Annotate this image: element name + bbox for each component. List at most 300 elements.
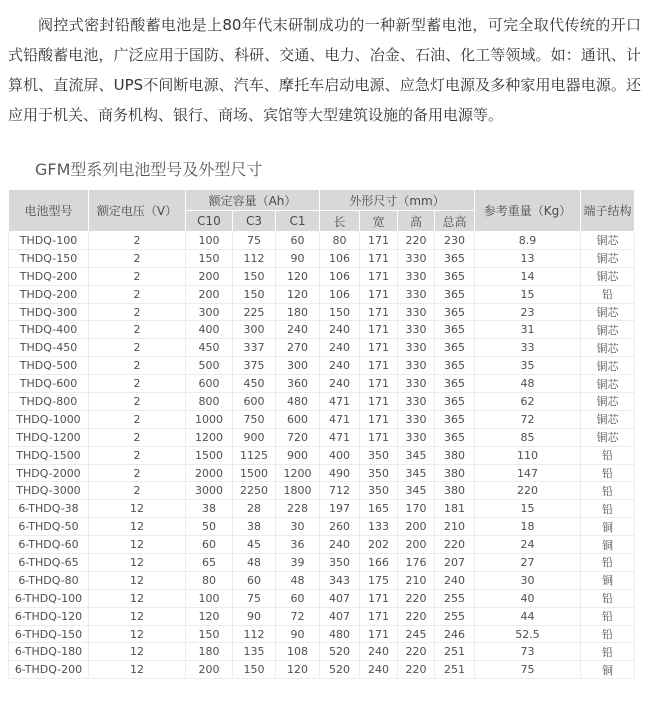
cell-model: 6-THDQ-200: [9, 661, 89, 679]
cell-voltage: 2: [89, 428, 186, 446]
cell-c10: 100: [186, 232, 233, 250]
cell-voltage: 12: [89, 518, 186, 536]
cell-weight: 13: [475, 249, 581, 267]
cell-model: THDQ-1500: [9, 446, 89, 464]
cell-width: 171: [360, 607, 398, 625]
cell-voltage: 12: [89, 625, 186, 643]
section-title: GFM型系列电池型号及外型尺寸: [35, 160, 263, 179]
col-header-width: 宽: [360, 211, 398, 232]
col-header-c1: C1: [276, 211, 320, 232]
cell-height: 200: [398, 518, 435, 536]
battery-spec-table: [8, 189, 635, 679]
cell-height: 220: [398, 589, 435, 607]
cell-width: 171: [360, 357, 398, 375]
cell-model: THDQ-150: [9, 249, 89, 267]
cell-total-height: 230: [435, 232, 475, 250]
cell-height: 220: [398, 643, 435, 661]
cell-terminal: 铅: [581, 554, 635, 572]
cell-total-height: 365: [435, 249, 475, 267]
cell-c1: 72: [276, 607, 320, 625]
cell-c1: 180: [276, 303, 320, 321]
col-header-c10: C10: [186, 211, 233, 232]
cell-width: 171: [360, 249, 398, 267]
cell-c1: 120: [276, 661, 320, 679]
cell-length: 240: [320, 357, 360, 375]
cell-c10: 150: [186, 625, 233, 643]
cell-terminal: 铅: [581, 482, 635, 500]
cell-voltage: 2: [89, 464, 186, 482]
cell-weight: 24: [475, 536, 581, 554]
cell-c10: 1500: [186, 446, 233, 464]
cell-c10: 65: [186, 554, 233, 572]
cell-voltage: 2: [89, 375, 186, 393]
cell-total-height: 380: [435, 482, 475, 500]
table-row: [9, 339, 635, 357]
cell-weight: 147: [475, 464, 581, 482]
cell-width: 175: [360, 571, 398, 589]
cell-width: 166: [360, 554, 398, 572]
intro-paragraph: 阀控式密封铅酸蓄电池是上80年代末研制成功的一种新型蓄电池，可完全取代传统的开口式铅酸蓄电池，广泛应用于国防、科研、交通、电力、冶金、石油、化工等领域。如：通讯、计算机、直流屏、UPS不间断电源、汽车、摩托车启动电源、应急灯电源及多种家用电器电源。还应用于机关、商务机构、银行、商场、宾馆等大型建筑设施的备用电源等。: [8, 16, 641, 124]
cell-width: 350: [360, 464, 398, 482]
cell-voltage: 12: [89, 500, 186, 518]
cell-length: 350: [320, 554, 360, 572]
cell-voltage: 2: [89, 321, 186, 339]
cell-model: 6-THDQ-120: [9, 607, 89, 625]
cell-c10: 180: [186, 643, 233, 661]
cell-c10: 600: [186, 375, 233, 393]
cell-terminal: 铅: [581, 589, 635, 607]
cell-c10: 38: [186, 500, 233, 518]
cell-model: THDQ-400: [9, 321, 89, 339]
table-row: [9, 625, 635, 643]
cell-length: 197: [320, 500, 360, 518]
cell-length: 480: [320, 625, 360, 643]
cell-terminal: 铜芯: [581, 321, 635, 339]
cell-terminal: 铅: [581, 625, 635, 643]
cell-terminal: 铅: [581, 643, 635, 661]
cell-c3: 1125: [233, 446, 276, 464]
cell-width: 171: [360, 625, 398, 643]
cell-total-height: 380: [435, 446, 475, 464]
cell-length: 471: [320, 428, 360, 446]
cell-c10: 80: [186, 571, 233, 589]
cell-voltage: 2: [89, 249, 186, 267]
cell-weight: 18: [475, 518, 581, 536]
cell-model: THDQ-300: [9, 303, 89, 321]
cell-c3: 2250: [233, 482, 276, 500]
cell-total-height: 365: [435, 267, 475, 285]
cell-total-height: 365: [435, 357, 475, 375]
cell-terminal: 铅: [581, 464, 635, 482]
cell-c10: 800: [186, 393, 233, 411]
cell-c3: 150: [233, 267, 276, 285]
cell-terminal: 铜芯: [581, 393, 635, 411]
cell-c3: 600: [233, 393, 276, 411]
cell-height: 330: [398, 357, 435, 375]
cell-model: THDQ-1000: [9, 410, 89, 428]
cell-model: THDQ-800: [9, 393, 89, 411]
cell-c10: 1000: [186, 410, 233, 428]
col-header-c3: C3: [233, 211, 276, 232]
cell-length: 520: [320, 643, 360, 661]
cell-length: 80: [320, 232, 360, 250]
cell-total-height: 365: [435, 410, 475, 428]
cell-c3: 75: [233, 589, 276, 607]
cell-terminal: 铜芯: [581, 267, 635, 285]
cell-c1: 30: [276, 518, 320, 536]
cell-total-height: 207: [435, 554, 475, 572]
table-row: [9, 321, 635, 339]
cell-weight: 44: [475, 607, 581, 625]
cell-voltage: 2: [89, 482, 186, 500]
cell-total-height: 365: [435, 375, 475, 393]
cell-total-height: 380: [435, 464, 475, 482]
cell-model: THDQ-200: [9, 267, 89, 285]
cell-height: 245: [398, 625, 435, 643]
cell-length: 471: [320, 393, 360, 411]
cell-length: 150: [320, 303, 360, 321]
cell-voltage: 12: [89, 536, 186, 554]
cell-voltage: 12: [89, 661, 186, 679]
col-header-weight: 参考重量（Kg）: [475, 190, 581, 232]
cell-width: 171: [360, 589, 398, 607]
cell-c1: 270: [276, 339, 320, 357]
table-row: [9, 303, 635, 321]
cell-weight: 27: [475, 554, 581, 572]
cell-c10: 2000: [186, 464, 233, 482]
cell-weight: 62: [475, 393, 581, 411]
cell-voltage: 2: [89, 285, 186, 303]
cell-weight: 15: [475, 500, 581, 518]
col-header-length: 长: [320, 211, 360, 232]
cell-terminal: 铜芯: [581, 303, 635, 321]
cell-c1: 60: [276, 232, 320, 250]
cell-width: 240: [360, 661, 398, 679]
cell-terminal: 铜芯: [581, 339, 635, 357]
cell-c3: 90: [233, 607, 276, 625]
cell-height: 330: [398, 267, 435, 285]
cell-c3: 75: [233, 232, 276, 250]
cell-height: 170: [398, 500, 435, 518]
cell-c1: 36: [276, 536, 320, 554]
cell-c1: 228: [276, 500, 320, 518]
cell-c1: 108: [276, 643, 320, 661]
table-row: [9, 536, 635, 554]
cell-model: 6-THDQ-60: [9, 536, 89, 554]
cell-c3: 60: [233, 571, 276, 589]
cell-length: 343: [320, 571, 360, 589]
table-row: [9, 232, 635, 250]
cell-total-height: 365: [435, 303, 475, 321]
cell-c1: 600: [276, 410, 320, 428]
cell-c10: 200: [186, 661, 233, 679]
cell-model: THDQ-3000: [9, 482, 89, 500]
cell-c10: 100: [186, 589, 233, 607]
cell-c1: 90: [276, 249, 320, 267]
cell-c3: 38: [233, 518, 276, 536]
cell-c10: 3000: [186, 482, 233, 500]
cell-c1: 1800: [276, 482, 320, 500]
cell-width: 171: [360, 321, 398, 339]
cell-height: 220: [398, 232, 435, 250]
table-row: [9, 285, 635, 303]
table-row: [9, 357, 635, 375]
cell-terminal: 铅: [581, 446, 635, 464]
cell-length: 471: [320, 410, 360, 428]
table-row: [9, 267, 635, 285]
table-row: [9, 393, 635, 411]
cell-terminal: 铜芯: [581, 375, 635, 393]
cell-height: 330: [398, 249, 435, 267]
cell-weight: 15: [475, 285, 581, 303]
cell-c10: 50: [186, 518, 233, 536]
cell-terminal: 铜: [581, 536, 635, 554]
cell-width: 240: [360, 643, 398, 661]
cell-c3: 1500: [233, 464, 276, 482]
col-header-model: 电池型号: [9, 190, 89, 232]
table-header: [9, 190, 635, 232]
cell-height: 345: [398, 446, 435, 464]
cell-total-height: 210: [435, 518, 475, 536]
cell-length: 240: [320, 536, 360, 554]
cell-c10: 300: [186, 303, 233, 321]
cell-c1: 39: [276, 554, 320, 572]
table-row: [9, 482, 635, 500]
table-row: [9, 249, 635, 267]
cell-c3: 750: [233, 410, 276, 428]
cell-c3: 112: [233, 625, 276, 643]
table-row: [9, 446, 635, 464]
table-row: [9, 589, 635, 607]
cell-c3: 337: [233, 339, 276, 357]
cell-terminal: 铜芯: [581, 410, 635, 428]
cell-height: 330: [398, 428, 435, 446]
cell-height: 220: [398, 661, 435, 679]
cell-c3: 28: [233, 500, 276, 518]
cell-model: THDQ-2000: [9, 464, 89, 482]
cell-c1: 300: [276, 357, 320, 375]
cell-height: 210: [398, 571, 435, 589]
col-header-voltage: 额定电压（V）: [89, 190, 186, 232]
table-row: [9, 500, 635, 518]
cell-height: 200: [398, 536, 435, 554]
cell-c1: 1200: [276, 464, 320, 482]
cell-total-height: 255: [435, 607, 475, 625]
cell-total-height: 365: [435, 321, 475, 339]
cell-terminal: 铜芯: [581, 249, 635, 267]
cell-voltage: 2: [89, 393, 186, 411]
cell-weight: 33: [475, 339, 581, 357]
cell-total-height: 251: [435, 661, 475, 679]
battery-table-body: [9, 232, 635, 679]
cell-model: THDQ-600: [9, 375, 89, 393]
cell-terminal: 铜: [581, 518, 635, 536]
cell-width: 171: [360, 410, 398, 428]
cell-height: 345: [398, 482, 435, 500]
col-header-dimensions-group: 外形尺寸（mm）: [320, 190, 475, 211]
cell-length: 240: [320, 321, 360, 339]
cell-c1: 90: [276, 625, 320, 643]
cell-c10: 500: [186, 357, 233, 375]
cell-length: 240: [320, 339, 360, 357]
cell-voltage: 2: [89, 303, 186, 321]
cell-height: 176: [398, 554, 435, 572]
cell-voltage: 2: [89, 357, 186, 375]
cell-height: 330: [398, 321, 435, 339]
cell-length: 260: [320, 518, 360, 536]
cell-weight: 72: [475, 410, 581, 428]
cell-voltage: 2: [89, 339, 186, 357]
cell-length: 240: [320, 375, 360, 393]
cell-model: 6-THDQ-180: [9, 643, 89, 661]
cell-model: 6-THDQ-65: [9, 554, 89, 572]
cell-weight: 73: [475, 643, 581, 661]
cell-length: 106: [320, 285, 360, 303]
cell-height: 345: [398, 464, 435, 482]
cell-c1: 120: [276, 267, 320, 285]
cell-width: 165: [360, 500, 398, 518]
cell-weight: 52.5: [475, 625, 581, 643]
cell-c3: 150: [233, 285, 276, 303]
cell-height: 220: [398, 607, 435, 625]
cell-width: 171: [360, 267, 398, 285]
cell-weight: 75: [475, 661, 581, 679]
cell-terminal: 铜: [581, 571, 635, 589]
cell-terminal: 铅: [581, 285, 635, 303]
cell-voltage: 12: [89, 554, 186, 572]
cell-width: 171: [360, 375, 398, 393]
cell-total-height: 220: [435, 536, 475, 554]
cell-model: THDQ-100: [9, 232, 89, 250]
cell-weight: 8.9: [475, 232, 581, 250]
cell-total-height: 365: [435, 285, 475, 303]
cell-weight: 30: [475, 571, 581, 589]
cell-length: 106: [320, 267, 360, 285]
cell-model: 6-THDQ-80: [9, 571, 89, 589]
cell-weight: 14: [475, 267, 581, 285]
cell-weight: 35: [475, 357, 581, 375]
cell-c3: 300: [233, 321, 276, 339]
cell-height: 330: [398, 410, 435, 428]
cell-length: 407: [320, 589, 360, 607]
cell-c10: 200: [186, 285, 233, 303]
cell-terminal: 铜: [581, 661, 635, 679]
cell-terminal: 铅: [581, 607, 635, 625]
cell-length: 106: [320, 249, 360, 267]
table-row: [9, 661, 635, 679]
cell-voltage: 2: [89, 446, 186, 464]
cell-total-height: 246: [435, 625, 475, 643]
cell-weight: 40: [475, 589, 581, 607]
cell-width: 171: [360, 428, 398, 446]
table-row: [9, 554, 635, 572]
cell-c1: 900: [276, 446, 320, 464]
cell-c10: 200: [186, 267, 233, 285]
cell-terminal: 铜芯: [581, 428, 635, 446]
cell-total-height: 365: [435, 428, 475, 446]
cell-height: 330: [398, 375, 435, 393]
cell-width: 202: [360, 536, 398, 554]
cell-c1: 360: [276, 375, 320, 393]
cell-voltage: 2: [89, 267, 186, 285]
cell-weight: 48: [475, 375, 581, 393]
cell-width: 133: [360, 518, 398, 536]
cell-c3: 225: [233, 303, 276, 321]
cell-voltage: 12: [89, 643, 186, 661]
cell-total-height: 251: [435, 643, 475, 661]
cell-width: 171: [360, 339, 398, 357]
cell-weight: 110: [475, 446, 581, 464]
cell-total-height: 365: [435, 339, 475, 357]
cell-width: 171: [360, 285, 398, 303]
cell-weight: 85: [475, 428, 581, 446]
cell-width: 171: [360, 232, 398, 250]
cell-length: 520: [320, 661, 360, 679]
cell-model: THDQ-500: [9, 357, 89, 375]
cell-c1: 60: [276, 589, 320, 607]
cell-c3: 450: [233, 375, 276, 393]
cell-model: 6-THDQ-150: [9, 625, 89, 643]
header-row-groups: [9, 190, 635, 211]
cell-c1: 480: [276, 393, 320, 411]
table-row: [9, 464, 635, 482]
cell-voltage: 2: [89, 410, 186, 428]
cell-model: THDQ-450: [9, 339, 89, 357]
cell-height: 330: [398, 303, 435, 321]
cell-c10: 60: [186, 536, 233, 554]
cell-c1: 48: [276, 571, 320, 589]
cell-terminal: 铜芯: [581, 232, 635, 250]
cell-c10: 1200: [186, 428, 233, 446]
cell-voltage: 12: [89, 571, 186, 589]
table-row: [9, 607, 635, 625]
cell-total-height: 181: [435, 500, 475, 518]
cell-length: 490: [320, 464, 360, 482]
cell-height: 330: [398, 339, 435, 357]
cell-voltage: 12: [89, 589, 186, 607]
cell-total-height: 365: [435, 393, 475, 411]
cell-c3: 150: [233, 661, 276, 679]
cell-c1: 120: [276, 285, 320, 303]
table-row: [9, 428, 635, 446]
cell-height: 330: [398, 285, 435, 303]
cell-model: 6-THDQ-50: [9, 518, 89, 536]
cell-model: THDQ-1200: [9, 428, 89, 446]
cell-voltage: 12: [89, 607, 186, 625]
cell-length: 712: [320, 482, 360, 500]
table-row: [9, 643, 635, 661]
col-header-height: 高: [398, 211, 435, 232]
cell-width: 171: [360, 393, 398, 411]
cell-c3: 135: [233, 643, 276, 661]
cell-c3: 45: [233, 536, 276, 554]
cell-c10: 120: [186, 607, 233, 625]
cell-height: 330: [398, 393, 435, 411]
cell-c1: 240: [276, 321, 320, 339]
cell-c3: 112: [233, 249, 276, 267]
cell-weight: 220: [475, 482, 581, 500]
cell-c10: 450: [186, 339, 233, 357]
cell-voltage: 2: [89, 232, 186, 250]
cell-c3: 900: [233, 428, 276, 446]
col-header-total-height: 总高: [435, 211, 475, 232]
cell-c3: 375: [233, 357, 276, 375]
cell-model: 6-THDQ-100: [9, 589, 89, 607]
table-row: [9, 410, 635, 428]
cell-total-height: 240: [435, 571, 475, 589]
cell-model: 6-THDQ-38: [9, 500, 89, 518]
cell-c1: 720: [276, 428, 320, 446]
